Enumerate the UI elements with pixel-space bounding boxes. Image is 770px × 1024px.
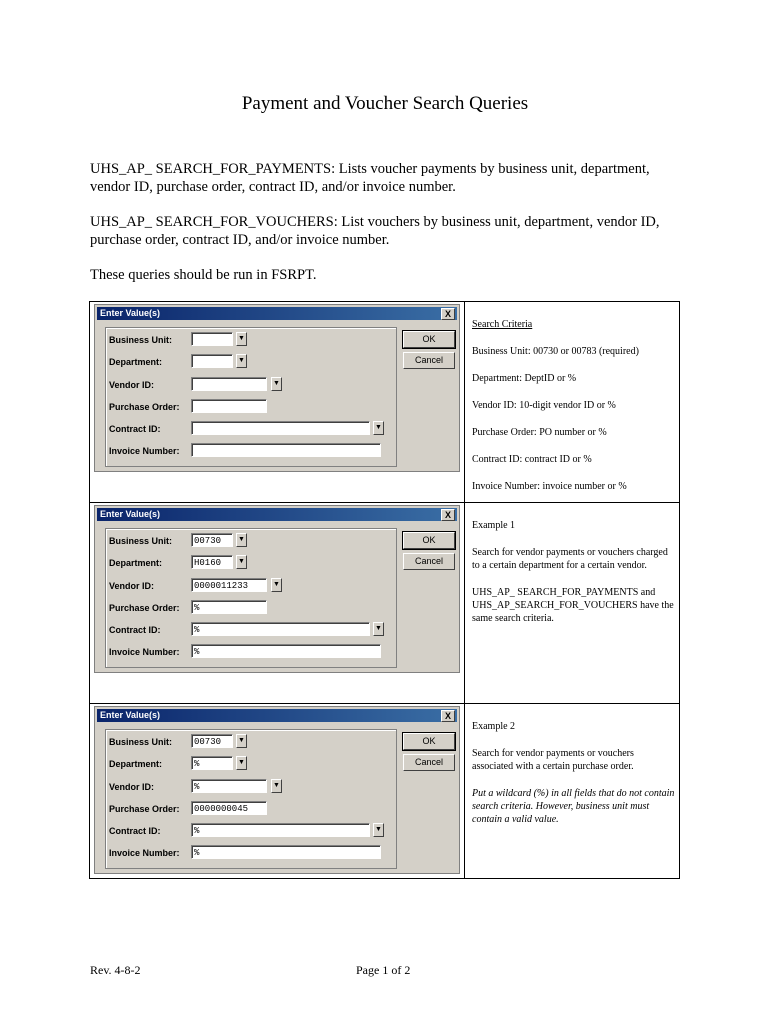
- label-business-unit: Business Unit:: [109, 335, 173, 345]
- notes-line: Department: DeptID or %: [472, 373, 577, 384]
- invoice-number-input[interactable]: [191, 443, 381, 457]
- dropdown-arrow-icon[interactable]: ▼: [373, 622, 384, 636]
- dropdown-arrow-icon[interactable]: ▼: [236, 533, 247, 547]
- dropdown-arrow-icon[interactable]: ▼: [236, 555, 247, 569]
- label-business-unit: Business Unit:: [109, 536, 173, 546]
- paragraph-payments-query: UHS_AP_ SEARCH_FOR_PAYMENTS: Lists voucher payments by business unit, department, vendor ID, purchase order, contract ID, and/or invoice number.: [90, 161, 650, 195]
- notes-line: Put a wildcard (%) in all fields that do not contain search criteria. However, business unit must contain a valid value.: [472, 788, 675, 825]
- contract-id-input[interactable]: %: [191, 622, 370, 636]
- business-unit-input[interactable]: [191, 332, 233, 346]
- label-purchase-order: Purchase Order:: [109, 603, 180, 613]
- dialog-title: Enter Value(s): [97, 508, 457, 521]
- label-purchase-order: Purchase Order:: [109, 402, 180, 412]
- purchase-order-input[interactable]: %: [191, 600, 267, 614]
- dropdown-arrow-icon[interactable]: ▼: [236, 734, 247, 748]
- label-department: Department:: [109, 357, 163, 367]
- notes-line: Vendor ID: 10-digit vendor ID or %: [472, 400, 616, 411]
- notes-heading: Example 2: [472, 721, 516, 732]
- notes-line: Business Unit: 00730 or 00783 (required): [472, 346, 639, 357]
- notes-line: Invoice Number: invoice number or %: [472, 481, 627, 492]
- enter-values-dialog: [94, 304, 460, 472]
- label-contract-id: Contract ID:: [109, 424, 161, 434]
- dropdown-arrow-icon[interactable]: ▼: [236, 756, 247, 770]
- department-input[interactable]: [191, 354, 233, 368]
- table-divider: [464, 302, 465, 878]
- paragraph-vouchers-query: UHS_AP_ SEARCH_FOR_VOUCHERS: List vouchers by business unit, department, vendor ID, purchase order, contract ID, and/or invoice number.: [90, 214, 660, 248]
- label-invoice-number: Invoice Number:: [109, 446, 180, 456]
- department-input[interactable]: %: [191, 756, 233, 770]
- cancel-button[interactable]: Cancel: [403, 553, 455, 570]
- label-vendor-id: Vendor ID:: [109, 782, 155, 792]
- dropdown-arrow-icon[interactable]: ▼: [236, 354, 247, 368]
- notes-line: UHS_AP_ SEARCH_FOR_PAYMENTS and UHS_AP_SEARCH_FOR_VOUCHERS have the same search criteria.: [472, 587, 674, 624]
- example-1-notes: [472, 519, 677, 639]
- search-criteria-notes: [472, 318, 677, 507]
- label-department: Department:: [109, 558, 163, 568]
- label-purchase-order: Purchase Order:: [109, 804, 180, 814]
- purchase-order-input[interactable]: [191, 399, 267, 413]
- dropdown-arrow-icon[interactable]: ▼: [373, 823, 384, 837]
- enter-values-dialog: [94, 706, 460, 874]
- contract-id-input[interactable]: [191, 421, 370, 435]
- enter-values-dialog: [94, 505, 460, 673]
- notes-heading: Example 1: [472, 520, 516, 531]
- ok-button[interactable]: OK: [403, 733, 455, 750]
- dropdown-arrow-icon[interactable]: ▼: [236, 332, 247, 346]
- label-vendor-id: Vendor ID:: [109, 380, 155, 390]
- invoice-number-input[interactable]: %: [191, 845, 381, 859]
- cancel-button[interactable]: Cancel: [403, 352, 455, 369]
- footer-revision: Rev. 4-8-2: [90, 963, 141, 977]
- screenshot-table: [89, 301, 680, 879]
- ok-button[interactable]: OK: [403, 532, 455, 549]
- department-input[interactable]: H0160: [191, 555, 233, 569]
- business-unit-input[interactable]: 00730: [191, 734, 233, 748]
- business-unit-input[interactable]: 00730: [191, 533, 233, 547]
- label-vendor-id: Vendor ID:: [109, 581, 155, 591]
- dropdown-arrow-icon[interactable]: ▼: [271, 779, 282, 793]
- notes-heading: Search Criteria: [472, 319, 533, 330]
- invoice-number-input[interactable]: %: [191, 644, 381, 658]
- vendor-id-input[interactable]: %: [191, 779, 267, 793]
- contract-id-input[interactable]: %: [191, 823, 370, 837]
- label-contract-id: Contract ID:: [109, 826, 161, 836]
- dialog-title: Enter Value(s): [97, 307, 457, 320]
- vendor-id-input[interactable]: [191, 377, 267, 391]
- dropdown-arrow-icon[interactable]: ▼: [373, 421, 384, 435]
- dropdown-arrow-icon[interactable]: ▼: [271, 578, 282, 592]
- label-invoice-number: Invoice Number:: [109, 848, 180, 858]
- dropdown-arrow-icon[interactable]: ▼: [271, 377, 282, 391]
- close-icon[interactable]: X: [441, 710, 455, 722]
- label-business-unit: Business Unit:: [109, 737, 173, 747]
- paragraph-run-in: These queries should be run in FSRPT.: [90, 267, 317, 283]
- label-contract-id: Contract ID:: [109, 625, 161, 635]
- close-icon[interactable]: X: [441, 509, 455, 521]
- label-invoice-number: Invoice Number:: [109, 647, 180, 657]
- table-divider: [90, 703, 679, 704]
- notes-line: Search for vendor payments or vouchers associated with a certain purchase order.: [472, 748, 634, 772]
- document-title: Payment and Voucher Search Queries: [241, 93, 529, 114]
- notes-line: Contract ID: contract ID or %: [472, 454, 592, 465]
- example-2-notes: [472, 720, 677, 840]
- purchase-order-input[interactable]: 0000000045: [191, 801, 267, 815]
- notes-line: Purchase Order: PO number or %: [472, 427, 607, 438]
- label-department: Department:: [109, 759, 163, 769]
- dialog-title: Enter Value(s): [97, 709, 457, 722]
- footer-page-number: Page 1 of 2: [356, 963, 411, 977]
- vendor-id-input[interactable]: 0000011233: [191, 578, 267, 592]
- ok-button[interactable]: OK: [403, 331, 455, 348]
- cancel-button[interactable]: Cancel: [403, 754, 455, 771]
- notes-line: Search for vendor payments or vouchers charged to a certain department for a certain vendor.: [472, 547, 668, 571]
- close-icon[interactable]: X: [441, 308, 455, 320]
